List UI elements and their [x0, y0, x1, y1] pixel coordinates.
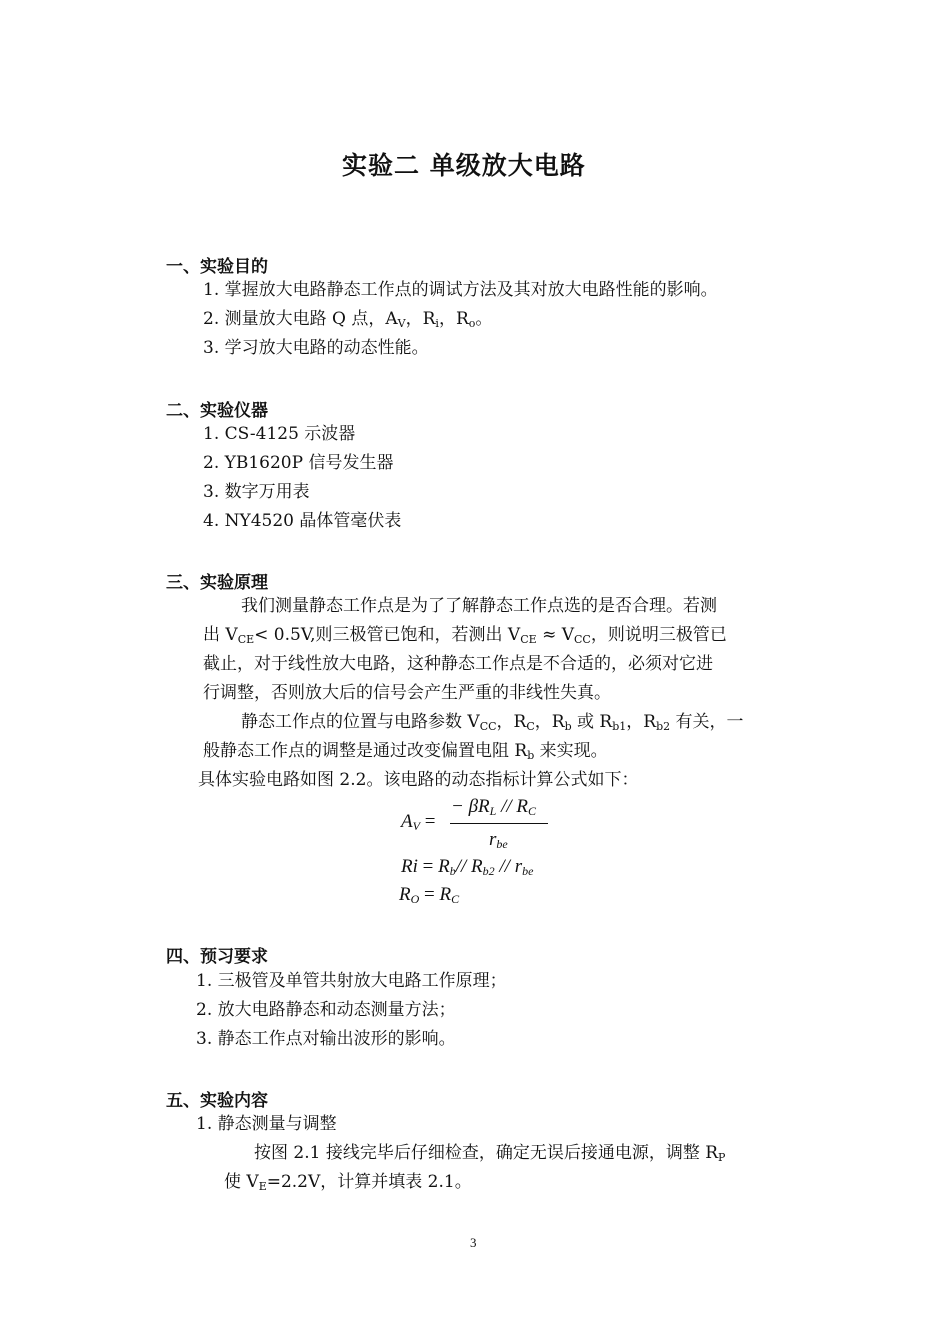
principle-line-6: 般静态工作点的调整是通过改变偏置电阻 $R_b$ 来实现。 [203, 741, 608, 762]
purpose-item-1: 1. 掌握放大电路静态工作点的调试方法及其对放大电路性能的影响。 [203, 280, 718, 300]
section-heading-principle: 三、实验原理 [166, 573, 268, 593]
content-item-1: 1. 静态测量与调整 [196, 1114, 337, 1134]
instrument-item-3: 3. 数字万用表 [203, 482, 310, 502]
principle-line-5: 静态工作点的位置与电路参数 $V_{CC}$，$R_C$，$R_b$ 或 $R_{b1}$，$R_{b2}$ 有关，一 [241, 712, 744, 733]
preview-item-1: 1. 三极管及单管共射放大电路工作原理； [196, 971, 507, 991]
formula-av-numerator: − βRL // RC [451, 796, 537, 818]
section-heading-purpose: 一、实验目的 [166, 257, 268, 277]
principle-line-7: 具体实验电路如图 2.2。该电路的动态指标计算公式如下： [198, 770, 639, 790]
formula-ro: RO = RC [399, 884, 460, 906]
principle-line-4: 行调整，否则放大后的信号会产生严重的非线性失真。 [203, 683, 611, 703]
instrument-item-2: 2. YB1620P 信号发生器 [203, 453, 394, 473]
preview-item-2: 2. 放大电路静态和动态测量方法； [196, 1000, 456, 1020]
formula-av-lhs: AV = [401, 811, 436, 833]
formula-fraction-bar [450, 823, 548, 824]
section-heading-instruments: 二、实验仪器 [166, 401, 268, 421]
instrument-item-4: 4. NY4520 晶体管毫伏表 [203, 511, 402, 531]
principle-line-3: 截止，对于线性放大电路，这种静态工作点是不合适的，必须对它进 [203, 654, 713, 674]
instrument-item-1: 1. CS-4125 示波器 [203, 424, 356, 444]
formula-ri: Ri = Rb// Rb2 // rbe [401, 856, 534, 878]
page-title: 实验二 单级放大电路 [342, 151, 586, 180]
content-line-2: 使 $V_E=2.2V$，计算并填表 2.1。 [224, 1172, 472, 1193]
section-heading-preview: 四、预习要求 [166, 947, 268, 967]
content-line-1: 按图 2.1 接线完毕后仔细检查，确定无误后接通电源，调整 $R_P$ [254, 1143, 726, 1164]
principle-line-1: 我们测量静态工作点是为了了解静态工作点选的是否合理。若测 [241, 596, 717, 616]
formula-av-denominator: rbe [489, 829, 508, 851]
principle-line-2: 出 $V_{CE}< 0.5V$,则三极管已饱和，若测出 $V_{CE} \approx V_{CC}$，则说明三极管已 [203, 625, 727, 646]
purpose-item-3: 3. 学习放大电路的动态性能。 [203, 338, 429, 358]
page-number: 3 [470, 1235, 477, 1250]
purpose-item-2: 2. 测量放大电路 Q 点，$A_V$，$R_i$，$R_o$。 [203, 309, 493, 330]
section-heading-content: 五、实验内容 [166, 1091, 268, 1111]
preview-item-3: 3. 静态工作点对输出波形的影响。 [196, 1029, 456, 1049]
